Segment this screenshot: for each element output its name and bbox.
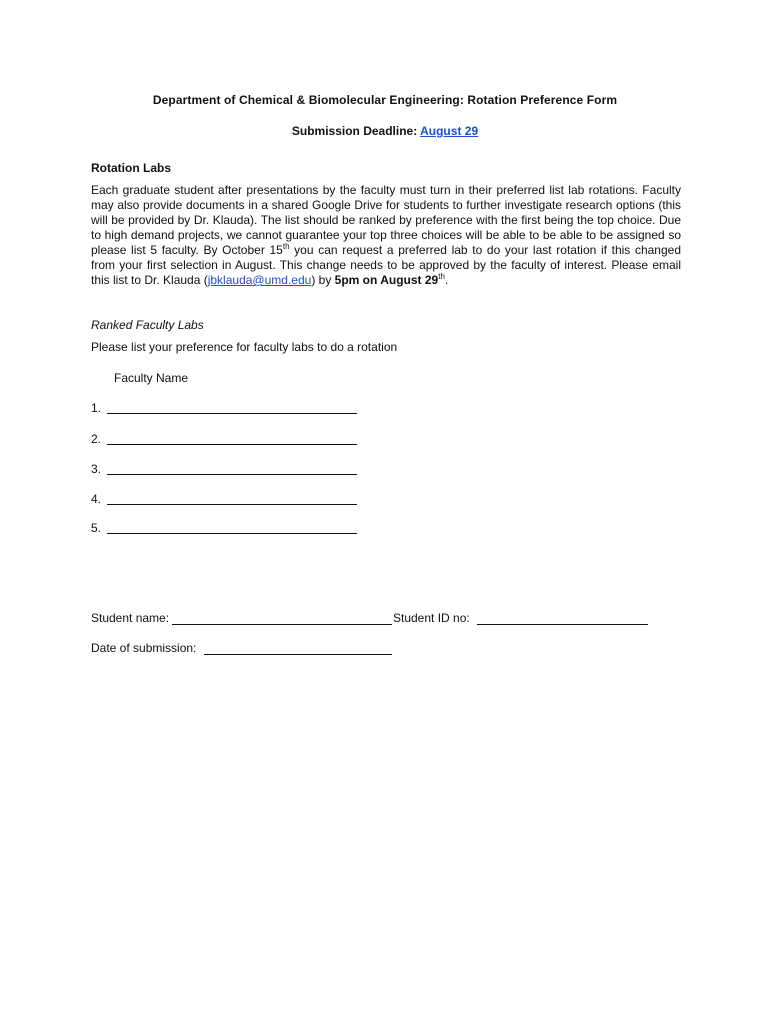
rank-number: 3. — [91, 462, 102, 476]
date-of-submission-field[interactable] — [204, 654, 392, 655]
student-id-field[interactable] — [477, 624, 648, 625]
ranked-labs-heading: Ranked Faculty Labs — [91, 318, 204, 332]
faculty-name-label: Faculty Name — [114, 371, 189, 385]
faculty-choice-4-field[interactable] — [107, 504, 357, 505]
rank-number: 4. — [91, 492, 102, 506]
email-link[interactable]: jbklauda@umd.edu — [207, 273, 312, 287]
date-of-submission-label: Date of submission: — [91, 641, 197, 655]
list-instruction: Please list your preference for faculty labs to do a rotation — [91, 340, 398, 354]
deadline-bold: 5pm on August 29 — [334, 273, 439, 287]
faculty-choice-3-field[interactable] — [107, 474, 357, 475]
paragraph-text-2: you can request a preferred lab to do your last rotation if this changed from your first selection in August. This change needs to be approved by the faculty of interest. Please email this list to Dr. Klauda ( — [91, 243, 681, 287]
form-title: Department of Chemical & Biomolecular Engineering: Rotation Preference Form — [152, 93, 618, 107]
student-id-label: Student ID no: — [393, 611, 470, 625]
superscript-th-2: th — [438, 272, 445, 281]
student-name-label: Student name: — [91, 611, 170, 625]
paragraph-text-3: ) by — [311, 273, 335, 287]
rank-number: 1. — [91, 401, 102, 415]
submission-deadline — [0, 124, 770, 138]
superscript-th-1: th — [282, 242, 290, 251]
instructions-paragraph — [91, 183, 681, 288]
faculty-choice-1-field[interactable] — [107, 413, 357, 414]
rank-number: 5. — [91, 521, 102, 535]
paragraph-text-1: Each graduate student after presentations by the faculty must turn in their preferred list lab rotations. Faculty may also provide documents in a shared Google Drive for students to further investigate research options (this will be provided by Dr. Klauda). The list should be ranked by preference with the first being the top choice. Due to high demand projects, we cannot guarantee your top three choices will be able to be able to be assigned so please list 5 faculty. By October 15 — [91, 183, 681, 257]
faculty-choice-2-field[interactable] — [107, 444, 357, 445]
paragraph-text-4: . — [444, 273, 449, 287]
section-heading: Rotation Labs — [91, 161, 171, 175]
student-name-field[interactable] — [172, 624, 392, 625]
deadline-label: Submission Deadline: — [291, 124, 421, 138]
rank-number: 2. — [91, 432, 102, 446]
faculty-choice-5-field[interactable] — [107, 533, 357, 534]
deadline-date-link[interactable]: August 29 — [420, 124, 479, 138]
